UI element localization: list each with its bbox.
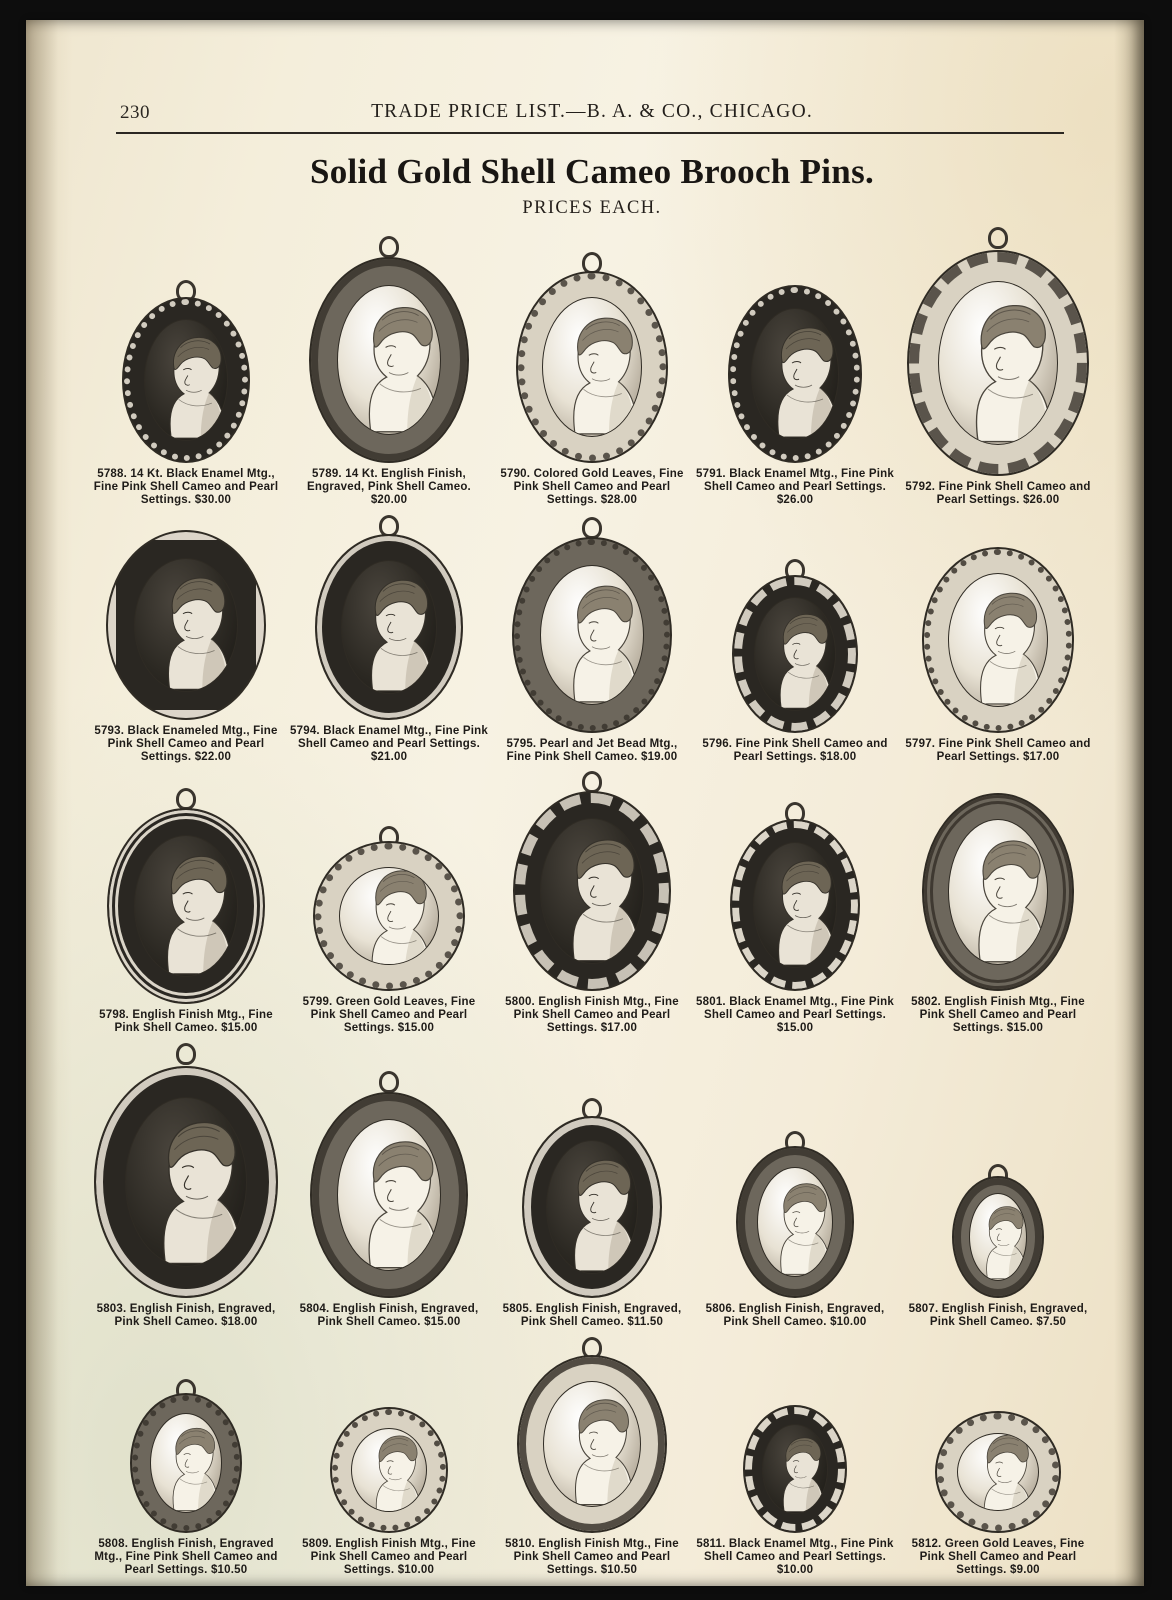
cameo-field (938, 281, 1058, 445)
item-illustration (330, 1407, 448, 1533)
item-caption (493, 468, 691, 507)
brooch-frame (513, 791, 671, 991)
item-caption (290, 1538, 488, 1577)
catalog-item[interactable] (898, 1164, 1098, 1329)
item-price: $7.50 (1036, 1315, 1067, 1328)
item-illustration (732, 559, 858, 733)
item-description: English Finish, Engraved, Pink Shell Cameo. (929, 1303, 1088, 1328)
catalog-item[interactable] (86, 280, 286, 507)
catalog-item[interactable] (492, 1337, 692, 1577)
catalog-row (86, 771, 1098, 1035)
cameo-portrait-bust (763, 1425, 827, 1513)
catalog-item[interactable] (86, 1379, 286, 1577)
item-price: $15.00 (424, 1315, 461, 1328)
cameo-illustration (512, 537, 672, 733)
brooch-frame (309, 257, 469, 463)
brooch-bail (176, 788, 196, 810)
item-price: $15.00 (397, 1022, 435, 1035)
catalog-item[interactable] (695, 1131, 895, 1329)
item-price: $15.00 (776, 1022, 814, 1035)
catalog-item[interactable] (86, 1043, 286, 1329)
item-price: $17.00 (600, 1022, 638, 1035)
item-caption (87, 1538, 285, 1577)
item-sku: 5802. (911, 996, 941, 1009)
cameo-portrait-bust (135, 836, 237, 976)
item-sku: 5806. (705, 1303, 736, 1315)
brooch-bail (582, 771, 602, 793)
item-description: Black Enameled Mtg., Fine Pink Shell Cameo and Pearl Settings. (107, 724, 278, 763)
cameo-illustration (516, 271, 668, 463)
catalog-item[interactable] (695, 285, 895, 507)
cameo-illustration (313, 841, 465, 991)
catalog-row (86, 515, 1098, 764)
item-sku: 5797. (905, 737, 936, 750)
item-illustration (522, 1098, 662, 1298)
item-sku: 5809. (302, 1537, 332, 1550)
item-sku: 5796. (702, 737, 733, 750)
item-illustration (310, 1071, 468, 1298)
cameo-portrait-bust (338, 286, 440, 434)
cameo-field (543, 1381, 641, 1507)
item-price: $11.50 (627, 1315, 664, 1328)
item-caption (87, 1009, 285, 1035)
cameo-portrait-bust (135, 559, 237, 691)
brooch-frame (107, 808, 265, 1004)
item-sku: 5798. (99, 1009, 129, 1022)
catalog-item[interactable] (492, 771, 692, 1035)
cameo-illustration (736, 1146, 854, 1298)
item-sku: 5811. (696, 1537, 726, 1550)
brooch-frame (730, 819, 860, 991)
item-illustration (935, 1411, 1061, 1533)
cameo-field (337, 285, 441, 435)
item-illustration (309, 236, 469, 463)
cameo-illustration (106, 530, 266, 720)
item-illustration (743, 1405, 847, 1533)
brooch-frame (522, 1116, 662, 1298)
item-caption (290, 725, 488, 764)
cameo-field (546, 1140, 638, 1274)
item-sku: 5801. (696, 996, 726, 1009)
cameo-field (540, 818, 644, 964)
item-caption (87, 725, 285, 764)
brooch-frame (130, 1393, 242, 1533)
item-price: $22.00 (194, 750, 232, 763)
header-rule (116, 132, 1064, 134)
item-sku: 5795. (506, 737, 537, 750)
item-illustration (736, 1131, 854, 1298)
item-description: Fine Pink Shell Cameo and Pearl Settings. (936, 481, 1091, 506)
item-caption (899, 996, 1097, 1035)
item-illustration (517, 1337, 667, 1533)
catalog-row (86, 1337, 1098, 1577)
catalog-item[interactable] (898, 227, 1098, 507)
paper-sheet (26, 20, 1144, 1586)
item-price: $10.50 (600, 1563, 638, 1576)
item-illustration (922, 793, 1074, 991)
item-illustration (512, 517, 672, 733)
cameo-field (957, 1433, 1039, 1511)
cameo-portrait-bust (758, 1168, 832, 1276)
cameo-portrait-bust (151, 1414, 221, 1512)
item-sku: 5793. (94, 724, 125, 737)
brooch-frame (310, 1092, 468, 1298)
cameo-illustration (935, 1411, 1061, 1533)
catalog-row (86, 227, 1098, 507)
cameo-illustration (517, 1355, 667, 1533)
page-number: 230 (120, 102, 150, 123)
item-illustration (315, 515, 463, 720)
brooch-frame (922, 793, 1074, 991)
cameo-illustration (513, 791, 671, 991)
cameo-field (150, 1413, 222, 1513)
brooch-frame (743, 1405, 847, 1533)
item-illustration (516, 252, 668, 463)
cameo-portrait-bust (949, 574, 1047, 706)
item-sku: 5805. (502, 1303, 533, 1315)
item-sku: 5800. (505, 996, 535, 1009)
brooch-bail (176, 1043, 196, 1065)
item-price: $19.00 (640, 750, 678, 763)
cameo-illustration (107, 808, 265, 1004)
item-description: English Finish, Engraved, Pink Shell Cameo. (114, 1303, 276, 1328)
item-caption (290, 468, 488, 507)
item-price: $9.00 (1010, 1563, 1040, 1576)
cameo-illustration (730, 819, 860, 991)
cameo-portrait-bust (754, 843, 836, 967)
item-sku: 5799. (302, 996, 333, 1009)
cameo-field (542, 297, 642, 437)
item-description: 14 Kt. English Finish, Engraved, Pink Shell Cameo. (307, 468, 471, 493)
item-description: Black Enamel Mtg., Fine Pink Shell Cameo and Pearl Settings. (298, 724, 488, 750)
page-title: Solid Gold Shell Cameo Brooch Pins. (309, 152, 875, 191)
catalog-item[interactable] (695, 559, 895, 764)
item-description: Green Gold Leaves, Fine Pink Shell Cameo and Pearl Settings. (919, 1537, 1085, 1576)
item-description: English Finish Mtg., Fine Pink Shell Cameo and Pearl Settings. (513, 996, 679, 1035)
cameo-field (751, 308, 839, 440)
cameo-illustration (315, 534, 463, 720)
catalog-item[interactable] (898, 793, 1098, 1035)
cameo-field (753, 842, 837, 968)
item-description: Pearl and Jet Bead Mtg., Fine Pink Shell Cameo. (506, 737, 678, 763)
cameo-field (134, 835, 238, 977)
brooch-frame (732, 575, 858, 733)
catalog-item[interactable] (695, 1405, 895, 1577)
cameo-illustration (310, 1092, 468, 1298)
catalog-item[interactable] (86, 788, 286, 1035)
item-sku: 5807. (908, 1303, 939, 1315)
cameo-portrait-bust (541, 566, 643, 704)
cameo-portrait-bust (958, 1434, 1038, 1510)
brooch-frame (512, 537, 672, 733)
item-illustration (106, 530, 266, 720)
cameo-portrait-bust (352, 1429, 426, 1511)
running-head-title: TRADE PRICE LIST.—B. A. & CO., CHICAGO. (371, 101, 813, 122)
cameo-field (144, 319, 228, 441)
item-description: English Finish Mtg., Fine Pink Shell Cameo. (114, 1009, 273, 1035)
item-caption (696, 468, 894, 507)
item-description: Black Enamel Mtg., Fine Pink Shell Cameo and Pearl Settings. (704, 468, 894, 493)
item-price: $20.00 (370, 493, 408, 506)
brooch-frame (94, 1066, 278, 1298)
brooch-frame (935, 1411, 1061, 1533)
item-price: $18.00 (819, 750, 857, 763)
item-price: $30.00 (194, 493, 232, 506)
catalog-item[interactable] (695, 802, 895, 1035)
item-illustration (922, 547, 1074, 733)
item-price: $26.00 (776, 493, 814, 506)
item-price: $17.00 (1022, 750, 1060, 763)
cameo-field (540, 565, 644, 705)
brooch-frame (313, 841, 465, 991)
cameo-field (134, 558, 238, 692)
item-caption (493, 1538, 691, 1577)
item-caption (899, 481, 1097, 507)
cameo-illustration (728, 285, 862, 463)
item-caption (290, 1303, 488, 1329)
cameo-illustration (907, 250, 1089, 476)
item-illustration (513, 771, 671, 991)
catalog-grid (86, 227, 1098, 1576)
item-price: $28.00 (600, 493, 638, 506)
page-subtitle: PRICES EACH. (522, 198, 662, 218)
item-description: 14 Kt. Black Enamel Mtg., Fine Pink Shell Cameo and Pearl Settings. (93, 468, 279, 506)
item-description: Colored Gold Leaves, Fine Pink Shell Cameo and Pearl Settings. (513, 468, 684, 506)
cameo-illustration (94, 1066, 278, 1298)
item-description: English Finish Mtg., Fine Pink Shell Cameo and Pearl Settings. (513, 1537, 679, 1576)
cameo-portrait-bust (342, 561, 436, 693)
cameo-portrait-bust (145, 320, 227, 440)
item-price: $10.00 (397, 1563, 435, 1576)
item-caption (87, 468, 285, 507)
item-description: English Finish Mtg., Fine Pink Shell Cameo and Pearl Settings. (310, 1537, 476, 1576)
item-caption (493, 996, 691, 1035)
catalog-row (86, 1043, 1098, 1329)
cameo-field (125, 1097, 247, 1267)
page-content (86, 98, 1098, 1576)
cameo-field (754, 597, 836, 711)
brooch-frame (516, 271, 668, 463)
item-sku: 5790. (500, 468, 531, 481)
item-caption (696, 1538, 894, 1577)
item-description: English Finish Mtg., Fine Pink Shell Cameo and Pearl Settings. (919, 996, 1085, 1035)
brooch-frame (122, 297, 250, 463)
brooch-frame (106, 530, 266, 720)
item-sku: 5792. (905, 481, 936, 493)
item-illustration (907, 227, 1089, 476)
item-caption (87, 1303, 285, 1329)
item-illustration (728, 285, 862, 463)
cameo-portrait-bust (547, 1141, 637, 1273)
item-sku: 5794. (290, 724, 320, 737)
catalog-item[interactable] (289, 826, 489, 1035)
brooch-bail (988, 227, 1008, 249)
catalog-item[interactable] (492, 517, 692, 764)
item-caption (493, 1303, 691, 1329)
item-description: Black Enamel Mtg., Fine Pink Shell Cameo and Pearl Settings. (704, 996, 894, 1022)
cameo-portrait-bust (338, 1120, 440, 1270)
brooch-frame (907, 250, 1089, 476)
cameo-field (757, 1167, 833, 1277)
item-sku: 5804. (299, 1303, 330, 1315)
item-description: English Finish, Engraved Mtg., Fine Pink Shell Cameo and Pearl Settings. (94, 1537, 278, 1576)
item-price: $10.00 (776, 1563, 814, 1576)
cameo-illustration (330, 1407, 448, 1533)
cameo-illustration (922, 547, 1074, 733)
item-description: Fine Pink Shell Cameo and Pearl Settings. (733, 737, 888, 763)
item-sku: 5788. (97, 468, 128, 481)
catalog-item[interactable] (289, 515, 489, 764)
brooch-bail (379, 236, 399, 258)
running-header (86, 98, 1098, 128)
item-illustration (122, 280, 250, 463)
item-description: Fine Pink Shell Cameo and Pearl Settings. (936, 737, 1091, 763)
item-illustration (130, 1379, 242, 1533)
item-caption (290, 996, 488, 1035)
cameo-illustration (522, 1116, 662, 1298)
item-caption (899, 1303, 1097, 1329)
catalog-item[interactable] (289, 1071, 489, 1329)
brooch-bail (582, 517, 602, 539)
cameo-portrait-bust (970, 1194, 1026, 1280)
brooch-frame (922, 547, 1074, 733)
item-price: $15.00 (1006, 1022, 1044, 1035)
cameo-illustration (952, 1176, 1044, 1298)
cameo-portrait-bust (541, 819, 643, 963)
item-description: English Finish, Engraved, Pink Shell Cameo. (723, 1303, 885, 1328)
catalog-item[interactable] (492, 252, 692, 507)
item-illustration (952, 1164, 1044, 1298)
cameo-illustration (309, 257, 469, 463)
item-illustration (313, 826, 465, 991)
cameo-field (948, 819, 1048, 965)
item-caption (899, 1538, 1097, 1577)
item-sku: 5803. (96, 1303, 127, 1315)
brooch-frame (517, 1355, 667, 1533)
item-caption (696, 738, 894, 764)
item-price: $10.50 (210, 1563, 248, 1576)
brooch-frame (736, 1146, 854, 1298)
cameo-illustration (122, 297, 250, 463)
cameo-portrait-bust (752, 309, 838, 439)
item-caption (696, 996, 894, 1035)
cameo-illustration (922, 793, 1074, 991)
item-description: Black Enamel Mtg., Fine Pink Shell Cameo and Pearl Settings. (704, 1537, 894, 1563)
item-sku: 5791. (696, 468, 726, 481)
cameo-field (948, 573, 1048, 707)
item-sku: 5810. (505, 1537, 535, 1550)
item-price: $21.00 (370, 750, 408, 763)
item-sku: 5789. (312, 468, 342, 481)
catalog-item[interactable] (898, 1411, 1098, 1577)
brooch-frame (952, 1176, 1044, 1298)
cameo-field (762, 1424, 828, 1514)
brooch-frame (728, 285, 862, 463)
cameo-portrait-bust (340, 868, 438, 964)
item-illustration (94, 1043, 278, 1298)
cameo-field (337, 1119, 441, 1271)
catalog-item[interactable] (289, 1407, 489, 1577)
cameo-illustration (130, 1393, 242, 1533)
cameo-field (351, 1428, 427, 1512)
catalog-item[interactable] (898, 547, 1098, 764)
item-caption (696, 1303, 894, 1329)
item-sku: 5812. (911, 1537, 942, 1550)
brooch-frame (315, 534, 463, 720)
catalog-item[interactable] (492, 1098, 692, 1329)
item-price: $10.00 (830, 1315, 867, 1328)
cameo-portrait-bust (544, 1382, 640, 1506)
item-description: English Finish, Engraved, Pink Shell Cameo. (520, 1303, 682, 1328)
item-price: $18.00 (221, 1315, 258, 1328)
cameo-field (341, 560, 437, 694)
cameo-field (339, 867, 439, 965)
cameo-portrait-bust (126, 1098, 246, 1266)
cameo-illustration (732, 575, 858, 733)
catalog-item[interactable] (289, 236, 489, 507)
item-price: $15.00 (221, 1022, 258, 1035)
item-description: Green Gold Leaves, Fine Pink Shell Cameo and Pearl Settings. (310, 996, 476, 1035)
cameo-illustration (743, 1405, 847, 1533)
brooch-bail (379, 1071, 399, 1093)
cameo-portrait-bust (949, 820, 1047, 964)
catalog-item[interactable] (86, 530, 286, 764)
cameo-portrait-bust (939, 282, 1057, 444)
item-sku: 5808. (98, 1537, 129, 1550)
item-caption (899, 738, 1097, 764)
cameo-field (969, 1193, 1027, 1281)
item-illustration (730, 802, 860, 991)
item-price: $26.00 (1022, 493, 1060, 506)
item-caption (493, 738, 691, 764)
brooch-frame (330, 1407, 448, 1533)
cameo-portrait-bust (543, 298, 641, 436)
item-description: English Finish, Engraved, Pink Shell Cameo. (317, 1303, 479, 1328)
item-illustration (107, 788, 265, 1004)
cameo-portrait-bust (755, 598, 835, 710)
